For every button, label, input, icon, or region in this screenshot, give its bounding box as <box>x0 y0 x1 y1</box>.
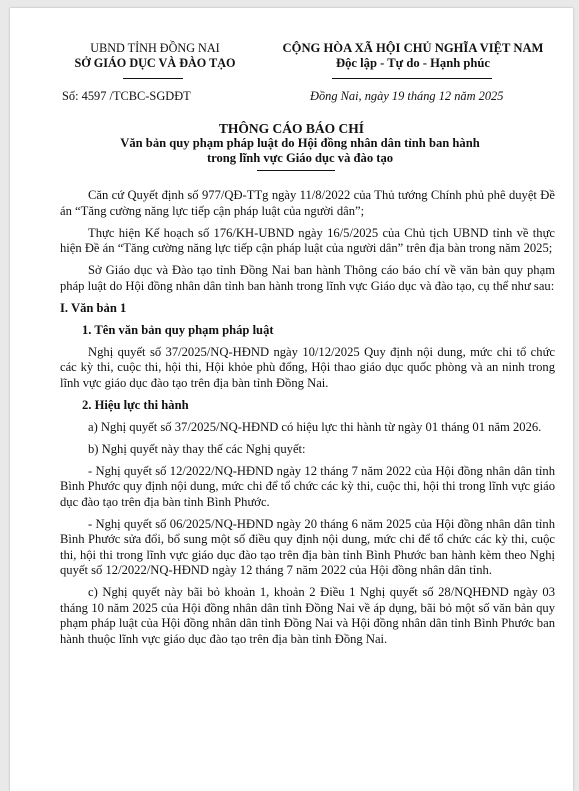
agency-underline <box>123 78 183 79</box>
subsection-heading-1: 1. Tên văn bản quy phạm pháp luật <box>82 322 274 337</box>
org-line1: UBND TỈNH ĐỒNG NAI <box>90 41 220 55</box>
subtitle-underline <box>257 170 335 171</box>
motto-underline <box>332 78 492 79</box>
national-motto <box>263 41 563 71</box>
paragraph-legal-basis-1: Căn cứ Quyết định số 977/QĐ-TTg ngày 11/8/2022 của Thủ tướng Chính phủ phê duyệt Đề án “Tăng cường năng lực tiếp cận pháp luật của người dân”; <box>60 188 555 218</box>
paragraph-replaced-resolution-1: - Nghị quyết số 12/2022/NQ-HĐND ngày 12 tháng 7 năm 2022 của Hội đồng nhân dân tỉnh Bình Phước quy định nội dung, mức chi để tổ chức các kỳ thi, cuộc thi, hội thi trong lĩnh vực giáo dục đào tạo trên địa bàn tỉnh Bình Phước. <box>60 463 555 509</box>
paragraph-repeal: c) Nghị quyết này bãi bỏ khoản 1, khoản 2 Điều 1 Nghị quyết số 28/NQHĐND ngày 03 tháng 10 năm 2025 của Hội đồng nhân dân tỉnh Đồng Nai về áp dụng, bãi bỏ một số văn bản quy phạm pháp luật của Hội đồng nhân dân tỉnh Đồng Nai và Hội đồng nhân dân tỉnh Bình Phước ban hành thuộc lĩnh vực giáo dục đào tạo trên địa bàn tỉnh Đồng Nai. <box>60 585 555 646</box>
paragraph-resolution-name: Nghị quyết số 37/2025/NQ-HĐND ngày 10/12/2025 Quy định nội dung, mức chi tổ chức các kỳ thi, cuộc thi, hội thi, Hội khỏe phù đổng, Hội thao giáo dục quốc phòng và an ninh trong lĩnh vực giáo dục đào tạo trên địa bàn tỉnh Đồng Nai. <box>60 344 555 390</box>
document-page <box>10 8 573 791</box>
paragraph-intro: Sở Giáo dục và Đào tạo tỉnh Đồng Nai ban hành Thông cáo báo chí về văn bản quy phạm pháp luật do Hội đồng nhân dân tỉnh ban hành trong lĩnh vực Giáo dục và đào tạo, cụ thể như sau: <box>60 263 555 293</box>
document-body <box>60 188 555 654</box>
paragraph-legal-basis-2: Thực hiện Kế hoạch số 176/KH-UBND ngày 16/5/2025 của Chủ tịch UBND tỉnh về thực hiện Đề án “Tăng cường năng lực tiếp cận pháp luật của người dân” trên địa bàn trong năm 2025; <box>60 225 555 255</box>
subtitle-line1: Văn bản quy phạm pháp luật do Hội đồng nhân dân tỉnh ban hành <box>120 136 480 150</box>
subtitle-line2: trong lĩnh vực Giáo dục và đào tạo <box>206 151 394 165</box>
issuing-agency <box>60 41 250 71</box>
org-line2: SỞ GIÁO DỤC VÀ ĐÀO TẠO <box>74 56 236 70</box>
document-date: Đồng Nai, ngày 19 tháng 12 năm 2025 <box>310 89 504 103</box>
document-title: THÔNG CÁO BÁO CHÍ <box>218 121 365 136</box>
paragraph-replaced-resolution-2: - Nghị quyết số 06/2025/NQ-HĐND ngày 20 tháng 6 năm 2025 của Hội đồng nhân dân tỉnh Bình Phước sửa đổi, bổ sung một số điều quy định nội dung, mức chi để tổ chức các kỳ thi, cuộc thi, hội thi trong lĩnh vực giáo dục đào tạo trên địa bàn tỉnh Bình Phước ban hành kèm theo Nghị quyết số 12/2022/NQ-HĐND ngày 12 tháng 7 năm 2022 của Hội đồng nhân dân tỉnh. <box>60 516 555 577</box>
nation-line2: Độc lập - Tự do - Hạnh phúc <box>336 56 490 70</box>
paragraph-effective-date: a) Nghị quyết số 37/2025/NQ-HĐND có hiệu lực thi hành từ ngày 01 tháng 01 năm 2026. <box>88 419 542 434</box>
nation-line1: CỘNG HÒA XÃ HỘI CHỦ NGHĨA VIỆT NAM <box>282 41 544 55</box>
section-heading-1: I. Văn bản 1 <box>60 300 127 315</box>
paragraph-replaces: b) Nghị quyết này thay thế các Nghị quyết: <box>88 441 306 456</box>
document-subtitle <box>100 136 500 166</box>
document-number: Số: 4597 /TCBC-SGDĐT <box>62 89 191 103</box>
subsection-heading-2: 2. Hiệu lực thi hành <box>82 397 189 412</box>
